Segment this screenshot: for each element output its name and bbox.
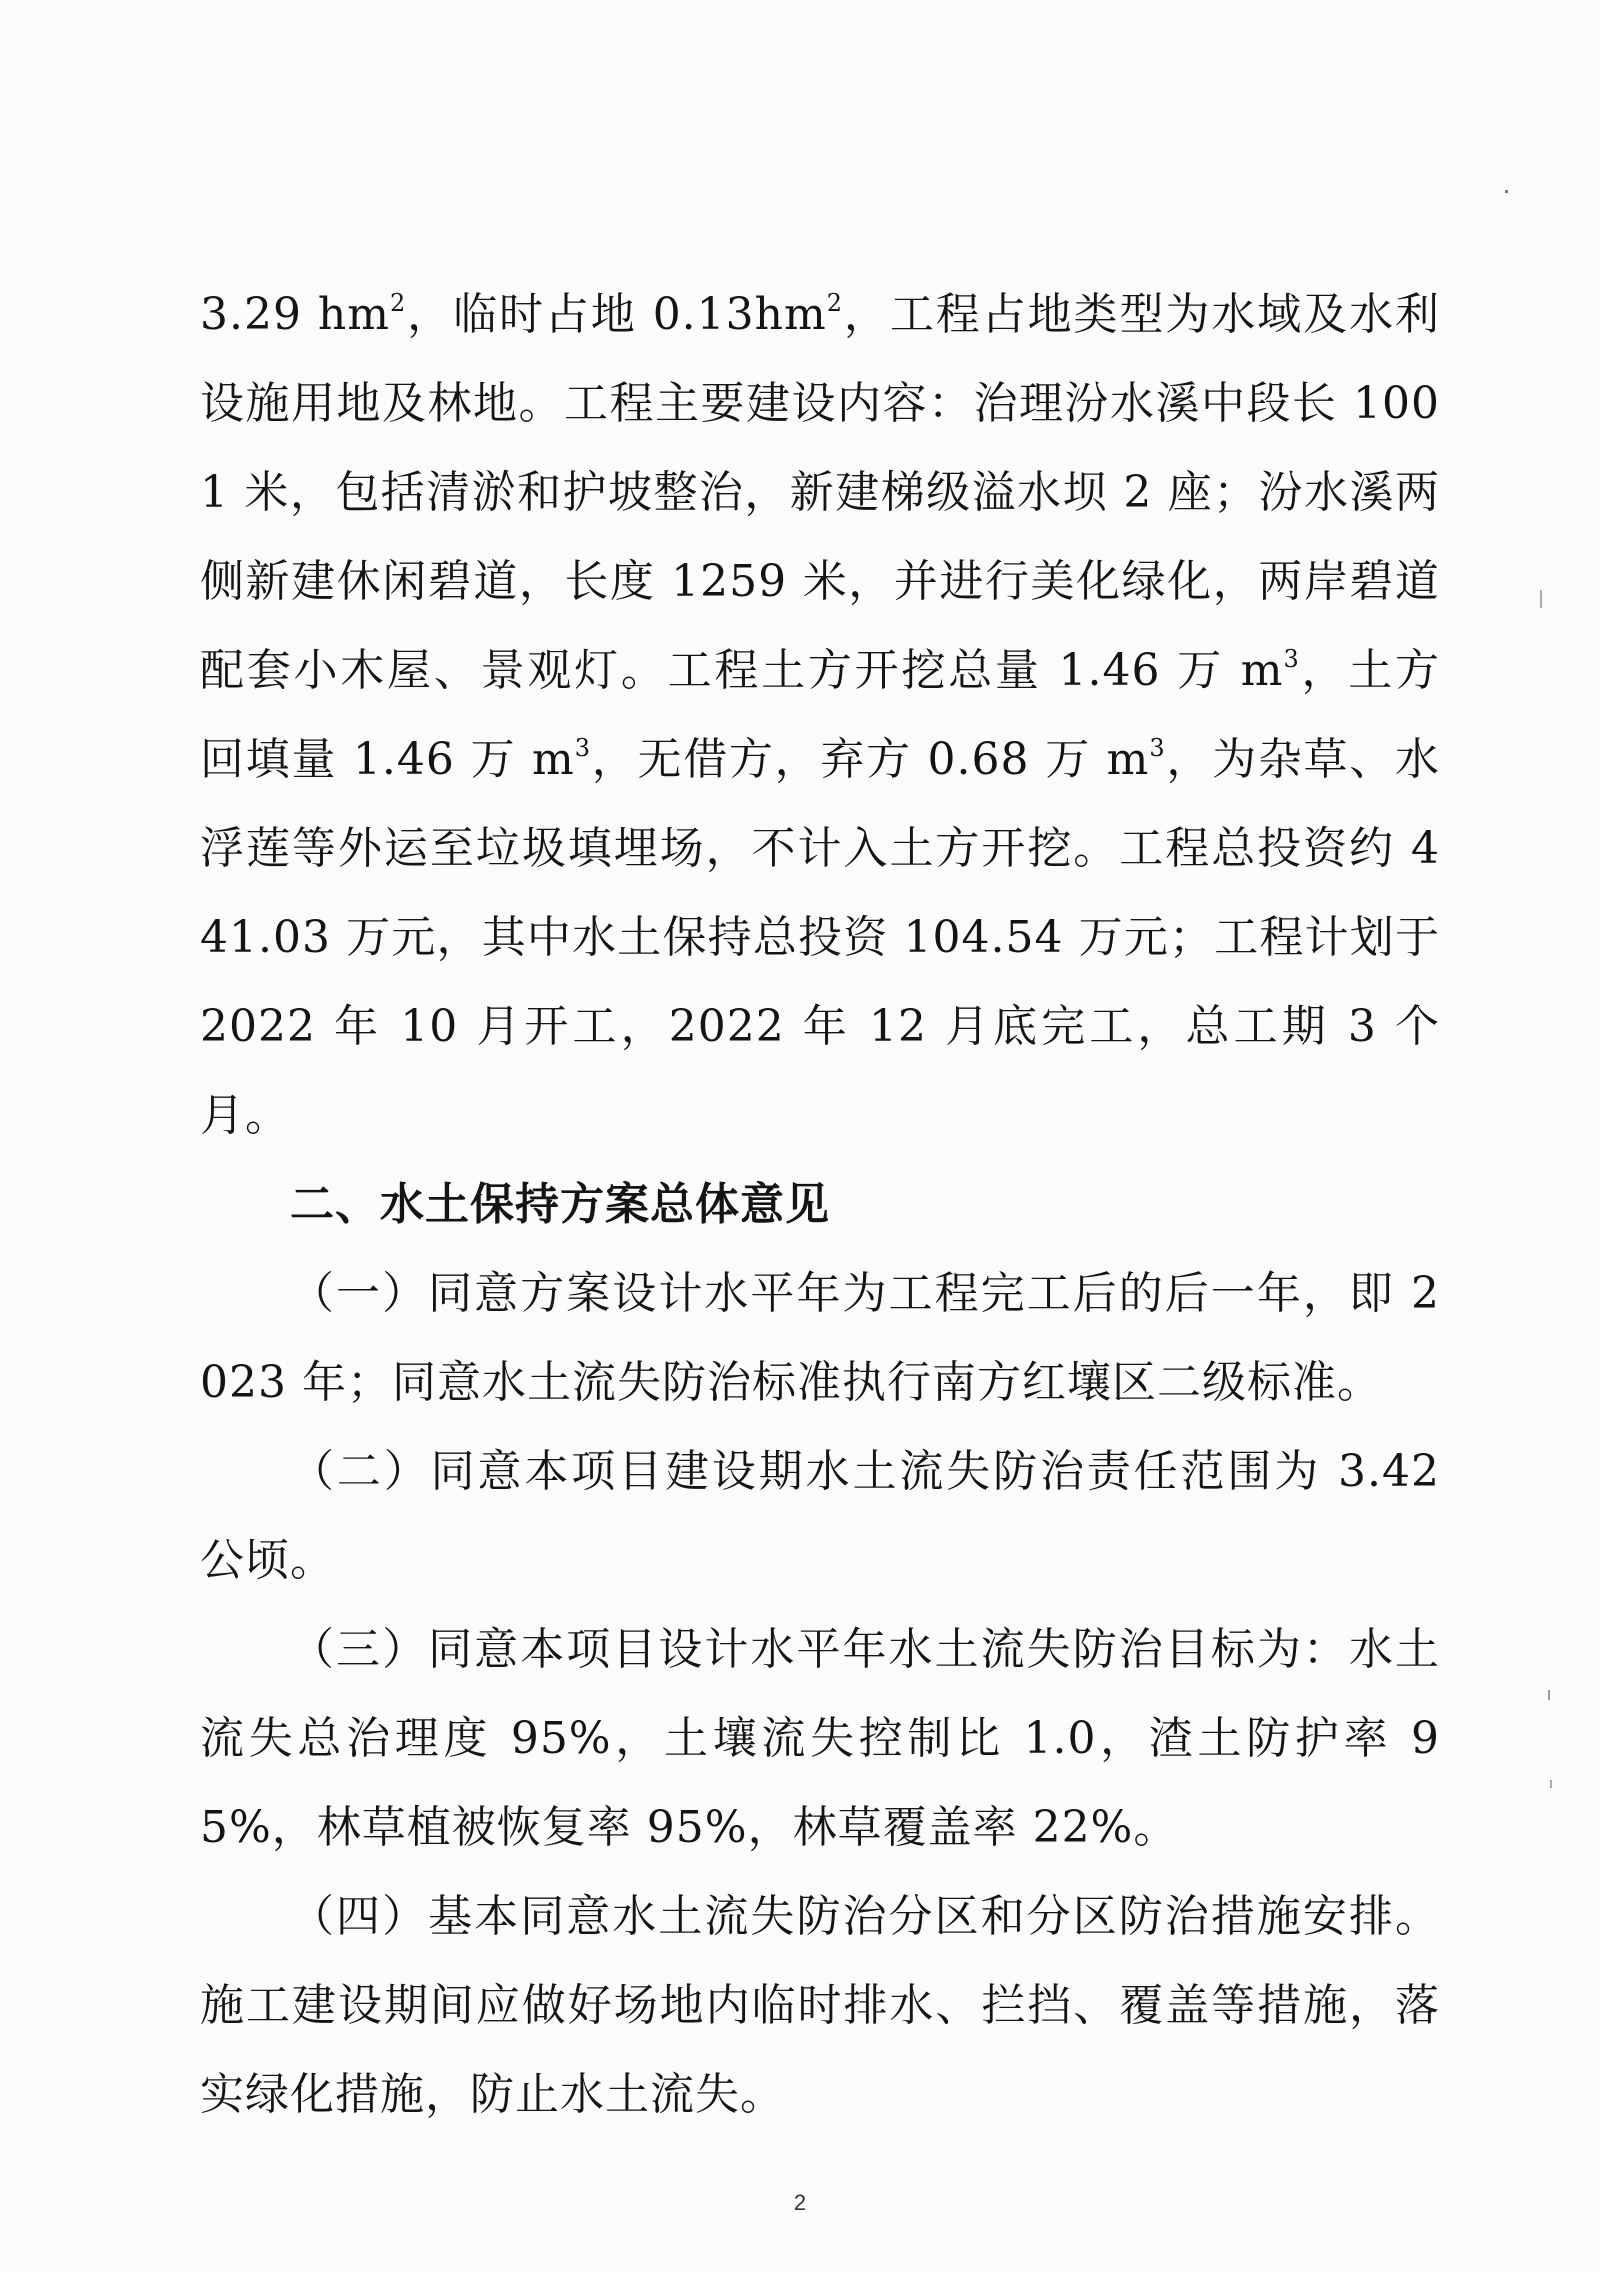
scan-speck — [1505, 190, 1508, 193]
text-run: ，临时占地 0.13hm — [406, 289, 827, 340]
scan-speck — [1548, 1690, 1550, 1700]
scan-speck — [1540, 590, 1542, 608]
scan-speck — [1550, 1780, 1552, 1788]
superscript: 3 — [1149, 734, 1166, 762]
superscript: 3 — [574, 734, 592, 762]
text-run: ，工程占地类型为水域及水利设施用地及林地。工程主要建设内容：治理汾水溪中段长 1001 米，包括清淤和护坡整治，新建梯级溢水坝 2 座；汾水溪两侧新建休闲碧道，长度 1259 米，并进行美化绿化，两岸碧道配套小木屋、景观灯。工程土方开挖总量 1.46 万 m — [200, 289, 1441, 696]
text-run: ，土方回填量 1.46 万 m — [200, 645, 1441, 785]
opinion-item-1: （一）同意方案设计水平年为工程完工后的后一年，即 2023 年；同意水土流失防治标准执行南方红壤区二级标准。 — [200, 1268, 1440, 1408]
paragraph-project-overview — [200, 270, 1440, 1160]
superscript: 3 — [1283, 645, 1300, 673]
opinion-item-3: （三）同意本项目设计水平年水土流失防治目标为：水土流失总治理度 95%，土壤流失控制比 1.0，渣土防护率 95%，林草植被恢复率 95%，林草覆盖率 22%。 — [200, 1624, 1440, 1853]
section-heading: 二、水土保持方案总体意见 — [290, 1179, 830, 1230]
text-run: 3.29 hm — [200, 289, 390, 340]
opinion-item-2: （二）同意本项目建设期水土流失防治责任范围为 3.42 公顷。 — [200, 1446, 1440, 1586]
document-body — [200, 270, 1440, 2139]
opinion-item-4: （四）基本同意水土流失防治分区和分区防治措施安排。施工建设期间应做好场地内临时排水、拦挡、覆盖等措施，落实绿化措施，防止水土流失。 — [200, 1891, 1440, 2120]
superscript: 2 — [389, 289, 407, 317]
text-run: ，无借方，弃方 0.68 万 m — [591, 734, 1150, 785]
superscript: 2 — [826, 289, 843, 317]
page-number: 2 — [793, 2190, 807, 2215]
text-run: ，为杂草、水浮莲等外运至垃圾填埋场，不计入土方开挖。工程总投资约 441.03 万元，其中水土保持总投资 104.54 万元；工程计划于 2022 年 10 月开工，2022 年 12 月底完工，总工期 3 个月。 — [200, 734, 1441, 1141]
